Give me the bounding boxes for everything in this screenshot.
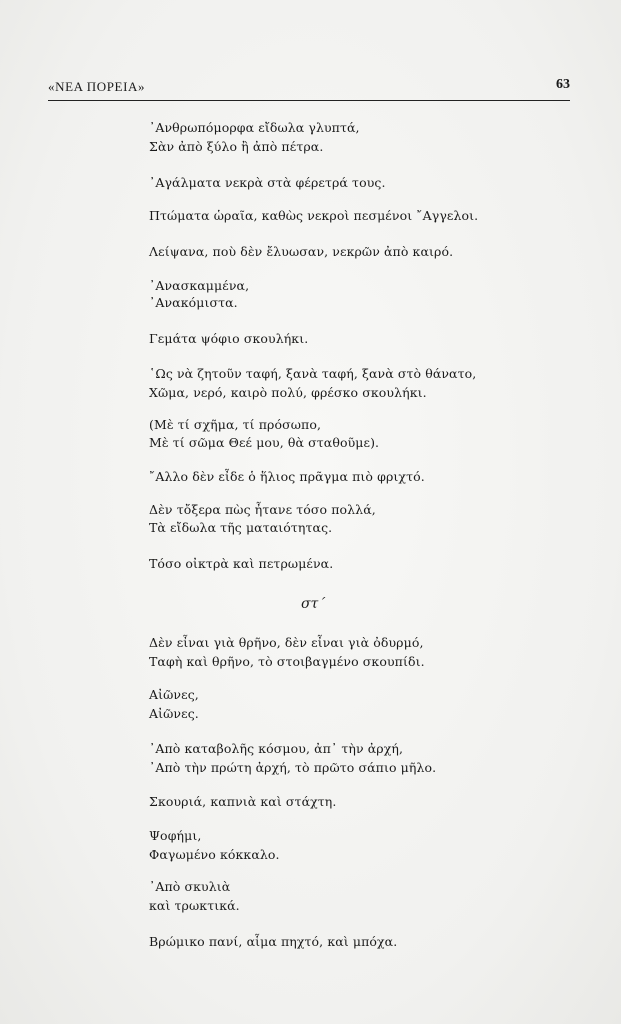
running-header <box>48 76 570 101</box>
poem-line: Σὰν ἀπὸ ξύλο ἢ ἀπὸ πέτρα. <box>149 139 324 154</box>
poem-line: ᾿Απὸ σκυλιὰ <box>149 879 231 894</box>
poem-line: Φαγωμένο κόκκαλο. <box>149 847 280 862</box>
journal-title: «ΝΕΑ ΠΟΡΕΙΑ» <box>48 79 146 94</box>
poem-line: Τόσο οἰκτρὰ καὶ πετρωμένα. <box>149 556 334 571</box>
poem-line: (Μὲ τί σχῆμα, τί πρόσωπο, <box>149 417 322 432</box>
poem-line: Γεμάτα ψόφιο σκουλήκι. <box>149 331 309 346</box>
poem-line: Ταφὴ καὶ θρῆνο, τὸ στοιβαγμένο σκουπίδι. <box>149 654 425 669</box>
poem-line: ᾿Αγάλματα νεκρὰ στὰ φέρετρά τους. <box>149 175 386 190</box>
poem-line: Αἰῶνες, <box>149 687 199 702</box>
poem-line: ᾿Ανασκαμμένα, <box>149 278 250 293</box>
poem-line: Μὲ τί σῶμα Θεέ μου, θὰ σταθοῦμε). <box>149 435 380 450</box>
poem-line: ᾿Απὸ καταβολῆς κόσμου, ἀπ᾿ τὴν ἀρχή, <box>149 741 404 756</box>
poem-line: Λείψανα, ποὺ δὲν ἔλυωσαν, νεκρῶν ἀπὸ καιρό. <box>149 244 454 259</box>
poem-line: Δὲν εἶναι γιὰ θρῆνο, δὲν εἶναι γιὰ ὀδυρμό, <box>149 635 424 650</box>
poem-line: Πτώματα ὡραῖα, καθὼς νεκροὶ πεσμένοι ῎Αγγελοι. <box>149 208 479 223</box>
page-number: 63 <box>556 77 570 92</box>
poem-line: Βρώμικο πανί, αἷμα πηχτό, καὶ μπόχα. <box>149 934 398 949</box>
poem-line: καὶ τρωκτικά. <box>149 898 240 913</box>
poem-line: ᾿Ανακόμιστα. <box>149 295 238 310</box>
poem-line: ῾Ως νὰ ζητοῦν ταφή, ξανὰ ταφή, ξανὰ στὸ θάνατο, <box>149 366 477 381</box>
poem-line: Αἰῶνες. <box>149 706 199 721</box>
poem-line: ῎Αλλο δὲν εἶδε ὁ ἥλιος πρᾶγμα πιὸ φριχτό. <box>149 469 425 484</box>
poem-line: Χῶμα, νερό, καιρὸ πολύ, φρέσκο σκουλήκι. <box>149 385 427 400</box>
poem-line: Σκουριά, καπνιὰ καὶ στάχτη. <box>149 794 337 809</box>
poem-line: ᾿Ανθρωπόμορφα εἴδωλα γλυπτά, <box>149 120 360 135</box>
poem-line: Δὲν τὄξερα πὼς ἦτανε τόσο πολλά, <box>149 502 376 517</box>
poem-line: Ψοφήμι, <box>149 828 202 843</box>
poem-line: ᾿Απὸ τὴν πρώτη ἀρχή, τὸ πρῶτο σάπιο μῆλο. <box>149 760 437 775</box>
section-number: στ΄ <box>301 596 326 612</box>
poem-line: Τὰ εἴδωλα τῆς ματαιότητας. <box>149 520 333 535</box>
